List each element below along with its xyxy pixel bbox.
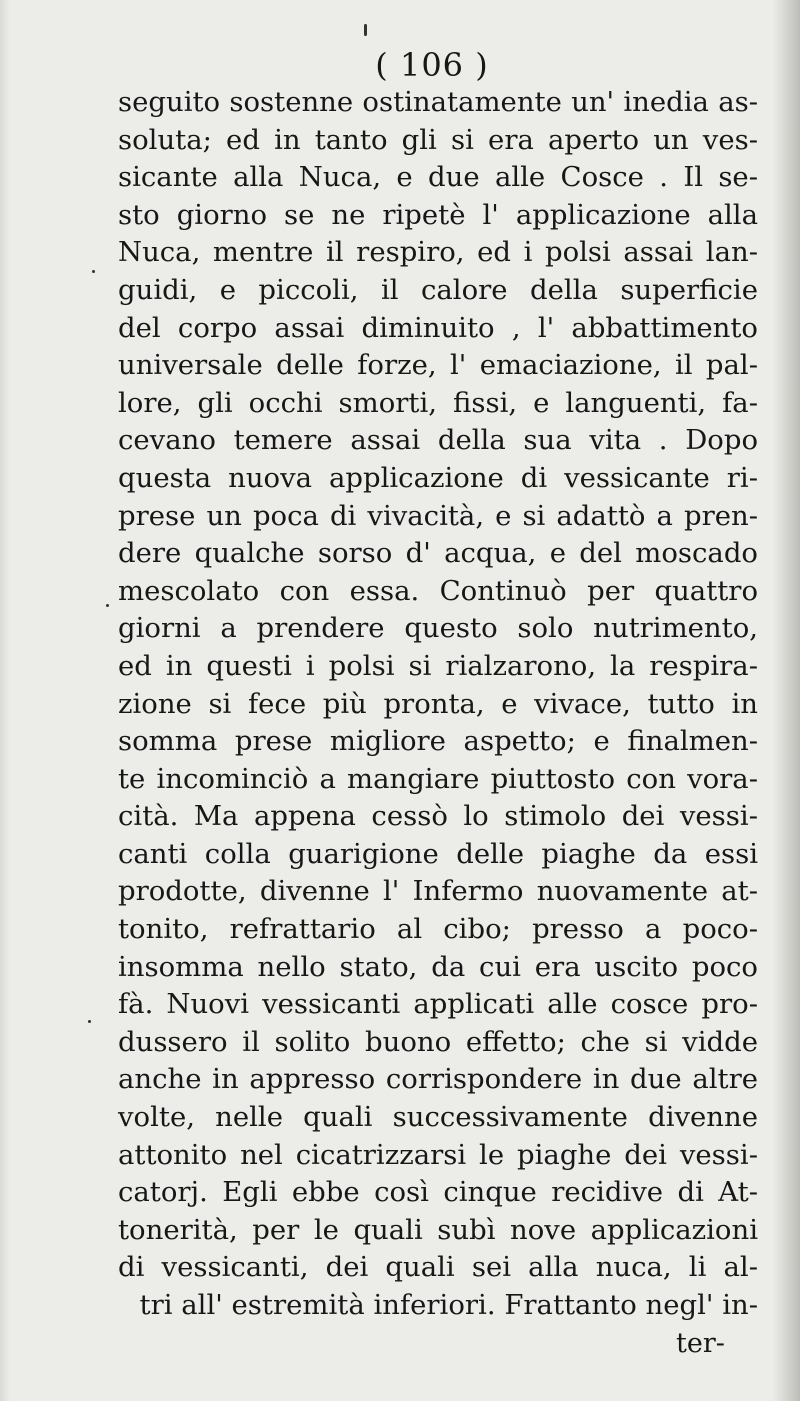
text-line: dussero il solito buono effetto; che si vidde bbox=[118, 1025, 758, 1058]
text-line: prese un poca di vivacità, e si adattò a pren- bbox=[118, 499, 758, 532]
text-line: seguito sostenne ostinatamente un' inedia as- bbox=[118, 86, 758, 118]
text-line: sto giorno se ne ripetè l' applicazione alla bbox=[118, 198, 758, 231]
text-line: tri all' estremità inferiori. Frattanto negl' in- bbox=[139, 1289, 758, 1321]
text-line: giorni a prendere questo solo nutrimento, bbox=[118, 612, 758, 645]
text-line: canti colla guarigione delle piaghe da essi bbox=[118, 837, 758, 870]
text-line: guidi, e piccoli, il calore della superficie bbox=[118, 273, 758, 306]
ink-speck bbox=[88, 1020, 91, 1023]
text-line: zione si fece più pronta, e vivace, tutto in bbox=[118, 687, 758, 720]
text-line: somma prese migliore aspetto; e finalmen- bbox=[118, 725, 758, 758]
text-line: volte, nelle quali successivamente divenne bbox=[118, 1101, 758, 1134]
text-line: di vessicanti, dei quali sei alla nuca, li al- bbox=[118, 1251, 758, 1284]
text-line: questa nuova applicazione di vessicante ri- bbox=[118, 461, 758, 494]
text-line: sicante alla Nuca, e due alle Cosce . Il se- bbox=[118, 161, 758, 194]
text-line: te incominciò a mangiare piuttosto con vora- bbox=[118, 762, 758, 795]
text-line: Nuca, mentre il respiro, ed i polsi assai lan- bbox=[118, 236, 758, 269]
text-line: dere qualche sorso d' acqua, e del moscado bbox=[118, 537, 758, 570]
text-line: insomma nello stato, da cui era uscito poco bbox=[118, 950, 758, 983]
page-gutter-shadow bbox=[0, 0, 10, 1401]
text-line: soluta; ed in tanto gli si era aperto un ves- bbox=[118, 123, 758, 156]
text-line: universale delle forze, l' emaciazione, il pal- bbox=[118, 349, 758, 382]
text-line: prodotte, divenne l' Infermo nuovamente at- bbox=[118, 875, 758, 908]
page-edge-shadow bbox=[772, 0, 800, 1401]
catchword: ter- bbox=[676, 1328, 725, 1359]
text-line: tonito, refrattario al cibo; presso a poco- bbox=[118, 913, 758, 946]
text-line: fà. Nuovi vessicanti applicati alle cosce pro- bbox=[118, 988, 758, 1021]
text-line: mescolato con essa. Continuò per quattro bbox=[118, 574, 758, 607]
ink-speck bbox=[106, 604, 109, 607]
ink-speck bbox=[92, 270, 95, 273]
text-line: del corpo assai diminuito , l' abbattimento bbox=[118, 311, 758, 344]
text-line: tonerità, per le quali subì nove applicazioni bbox=[118, 1213, 758, 1246]
page-number: ( 106 ) bbox=[375, 46, 489, 84]
body-text bbox=[118, 84, 758, 1325]
text-line: lore, gli occhi smorti, fissi, e languenti, fa- bbox=[118, 386, 758, 419]
ink-speck bbox=[364, 24, 367, 36]
text-line: attonito nel cicatrizzarsi le piaghe dei vessi- bbox=[118, 1138, 758, 1171]
text-line: cevano temere assai della sua vita . Dopo bbox=[118, 424, 758, 457]
text-line: ed in questi i polsi si rialzarono, la respira- bbox=[118, 649, 758, 682]
text-line: catorj. Egli ebbe così cinque recidive di At- bbox=[118, 1176, 758, 1209]
text-line: cità. Ma appena cessò lo stimolo dei vessi- bbox=[118, 800, 758, 833]
text-line: anche in appresso corrispondere in due altre bbox=[118, 1063, 758, 1096]
